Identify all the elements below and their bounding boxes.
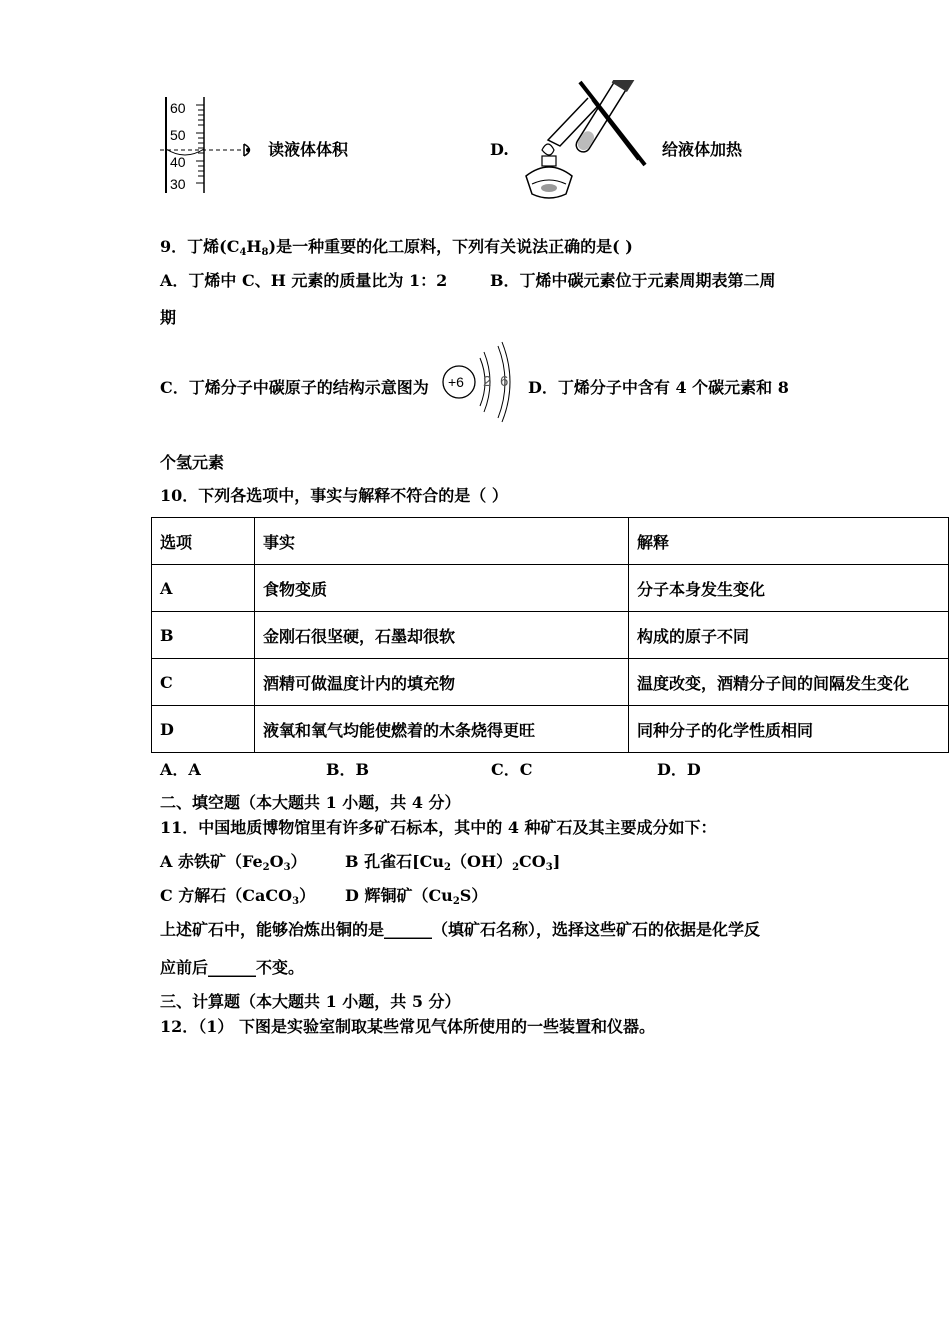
q9-option-c: C．丁烯分子中碳原子的结构示意图为: [160, 378, 429, 397]
ore-subscript: 2: [262, 862, 270, 873]
ore-subscript: 2: [444, 862, 452, 873]
test-tube-heating-figure: [520, 80, 660, 205]
q11-line2: 应前后______不变。: [160, 958, 305, 977]
ore-c: [160, 886, 315, 912]
q9-option-b: B．丁烯中碳元素位于元素周期表第二周: [490, 271, 776, 290]
table-row: [152, 706, 949, 753]
cell-option: D: [152, 706, 255, 753]
header-option: 选项: [152, 518, 255, 565]
q10-stem: 10．下列各选项中，事实与解释不符合的是（ ）: [160, 486, 508, 505]
cell-fact: 液氧和氧气均能使燃着的木条烧得更旺: [255, 706, 629, 753]
ore-b: [345, 852, 560, 878]
ore-text: ）: [299, 886, 316, 905]
cell-explanation: 构成的原子不同: [629, 612, 949, 659]
q10-answer-b: B．B: [326, 760, 370, 779]
cell-option: A: [152, 565, 255, 612]
option-d-caption: 给液体加热: [662, 140, 743, 159]
table-row: [152, 659, 949, 706]
atom-nucleus-label: +6: [448, 374, 464, 390]
cell-explanation: 温度改变，酒精分子间的间隔发生变化: [629, 659, 949, 706]
table-row: [152, 612, 949, 659]
ore-subscript: 3: [283, 862, 291, 873]
tick-label-30: 30: [170, 176, 186, 192]
ore-subscript: 2: [512, 862, 520, 873]
cell-option: B: [152, 612, 255, 659]
q9-stem-part: )是一种重要的化工原料，下列有关说法正确的是( ): [268, 237, 633, 256]
q10-answer-d: D．D: [657, 760, 701, 779]
q10-answer-a: A．A: [160, 760, 201, 779]
ore-subscript: 3: [292, 896, 300, 907]
ore-d: [345, 886, 487, 912]
ore-text: ）: [290, 852, 307, 871]
q9-option-b-cont: 期: [160, 308, 177, 327]
q9-option-d-cont: 个氢元素: [160, 453, 225, 472]
q9-option-d: D．丁烯分子中含有 4 个碳元素和 8: [528, 378, 789, 397]
q9-subscript: 8: [261, 247, 269, 258]
cell-option: C: [152, 659, 255, 706]
ore-text: B 孔雀石[Cu: [345, 852, 445, 871]
option-d-label: D.: [490, 140, 509, 159]
atom-shell2-label: 6: [500, 373, 509, 390]
tick-label-60: 60: [170, 100, 186, 116]
q11-line1: 上述矿石中，能够冶炼出铜的是______（填矿石名称），选择这些矿石的依据是化学反: [160, 920, 761, 939]
ore-text: C 方解石（CaCO: [160, 886, 293, 905]
cylinder-caption: 读液体体积: [268, 140, 349, 159]
q10-answer-c: C．C: [491, 760, 533, 779]
section2-heading: 二、填空题（本大题共 1 小题，共 4 分）: [160, 793, 461, 812]
ore-text: （OH）: [451, 852, 513, 871]
q11-stem: 11．中国地质博物馆里有许多矿石标本，其中的 4 种矿石及其主要成分如下：: [160, 818, 717, 837]
header-explanation: 解释: [629, 518, 949, 565]
q9-stem: [160, 237, 633, 263]
cell-fact: 酒精可做温度计内的填充物: [255, 659, 629, 706]
q9-stem-part: 9．丁烯(C: [160, 237, 240, 256]
ore-a: [160, 852, 307, 878]
q10-table: [151, 517, 949, 753]
atom-shell1-label: 2: [483, 373, 492, 390]
ore-text: O: [269, 852, 284, 871]
table-row: [152, 565, 949, 612]
table-header-row: [152, 518, 949, 565]
cell-explanation: 分子本身发生变化: [629, 565, 949, 612]
section3-heading: 三、计算题（本大题共 1 小题，共 5 分）: [160, 992, 461, 1011]
ore-text: ]: [552, 852, 561, 871]
q9-stem-part: H: [246, 237, 262, 256]
q12-stem: 12．（1） 下图是实验室制取某些常见气体所使用的一些装置和仪器。: [160, 1017, 655, 1036]
ore-text: S）: [459, 886, 488, 905]
cell-fact: 金刚石很坚硬，石墨却很软: [255, 612, 629, 659]
q9-subscript: 4: [239, 247, 247, 258]
tick-label-40: 40: [170, 154, 186, 170]
ore-text: D 辉铜矿（Cu: [345, 886, 453, 905]
cell-explanation: 同种分子的化学性质相同: [629, 706, 949, 753]
ore-text: A 赤铁矿（Fe: [160, 852, 263, 871]
q9-option-a: A．丁烯中 C、H 元素的质量比为 1：2: [160, 271, 448, 290]
ore-subscript: 2: [452, 896, 460, 907]
ore-subscript: 3: [545, 862, 553, 873]
tick-label-50: 50: [170, 127, 186, 143]
cell-fact: 食物变质: [255, 565, 629, 612]
header-fact: 事实: [255, 518, 629, 565]
ore-text: CO: [519, 852, 546, 871]
